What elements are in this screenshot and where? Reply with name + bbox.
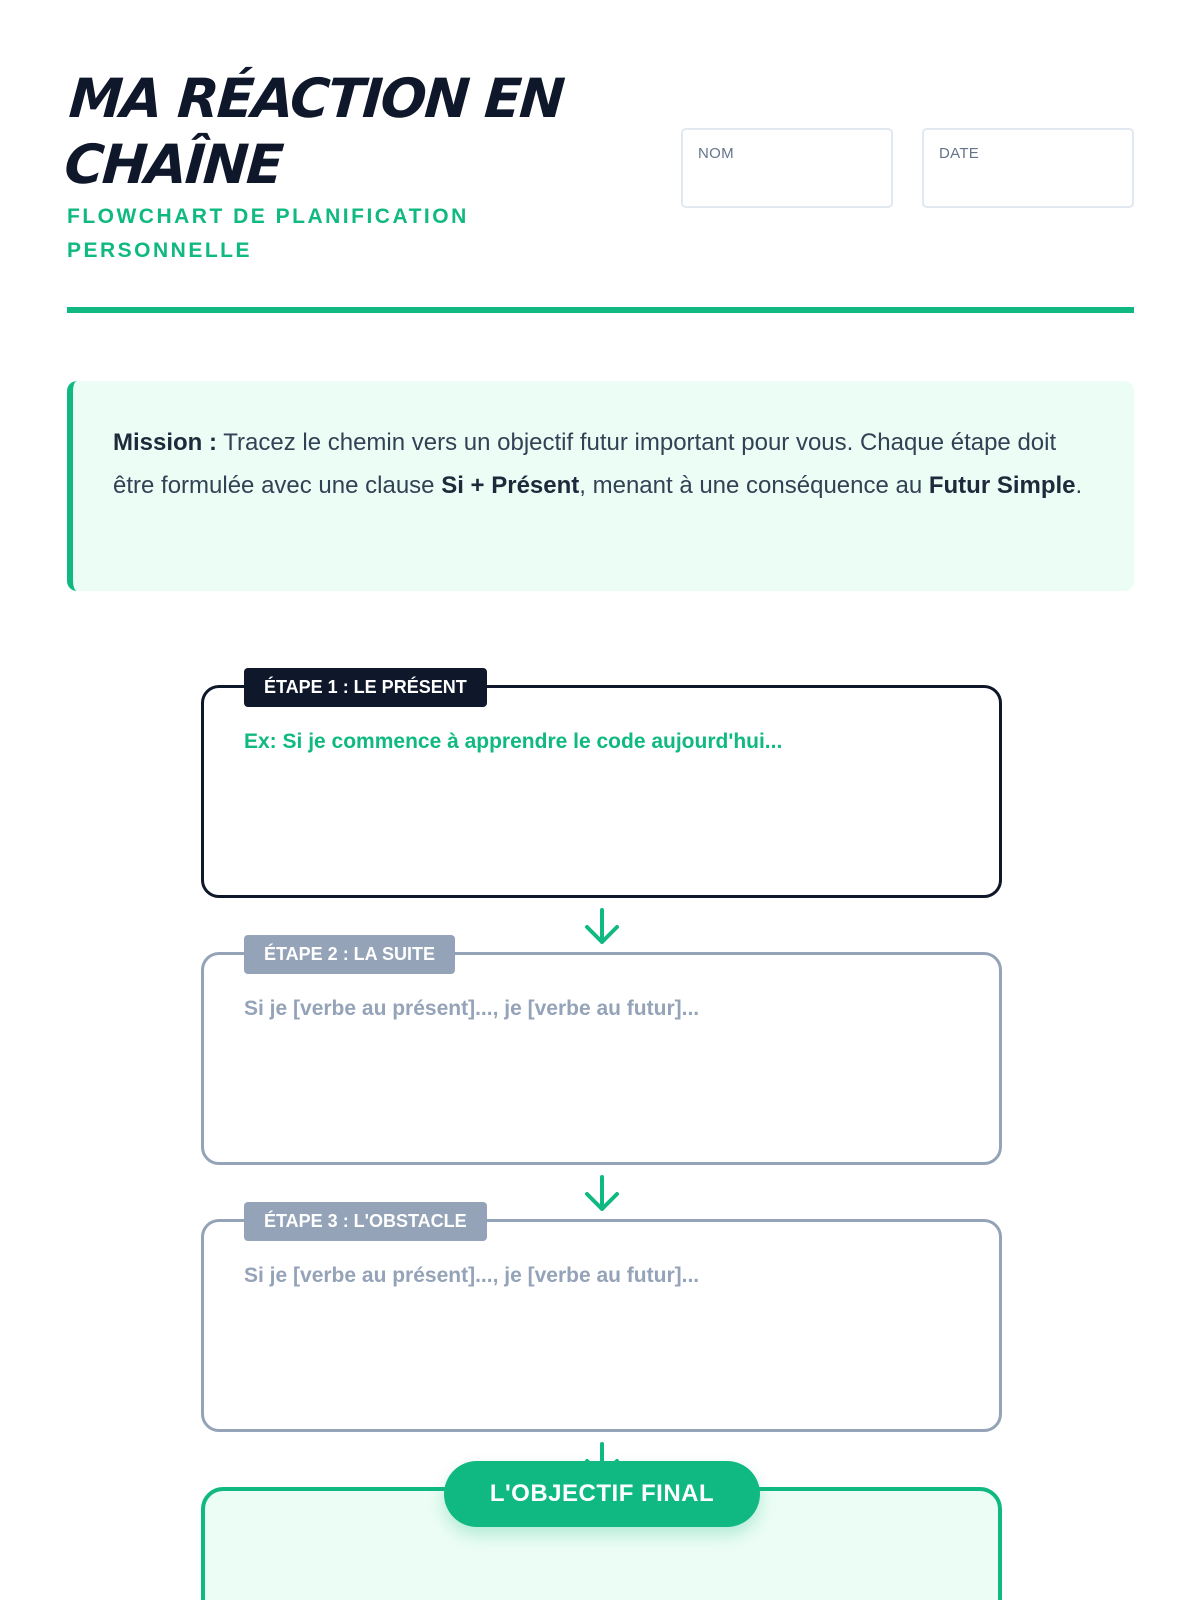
final-objective-label: L'OBJECTIF FINAL — [444, 1461, 760, 1527]
mission-text-part-2: , menant à une conséquence au — [579, 472, 929, 499]
mission-text — [113, 421, 1094, 507]
arrow-down-icon — [584, 908, 620, 946]
step-3-box[interactable] — [201, 1211, 1002, 1432]
step-3-label: ÉTAPE 3 : L'OBSTACLE — [244, 1202, 487, 1241]
step-2-placeholder-text: Si je [verbe au présent]..., je [verbe au futur]... — [244, 997, 700, 1020]
mission-bold-futur-simple: Futur Simple — [928, 472, 1076, 499]
mission-text-part-3: . — [1075, 472, 1083, 499]
name-field[interactable] — [681, 128, 893, 208]
title-line-1: MA RÉACTION EN — [67, 67, 566, 130]
subtitle-line-2: PERSONNELLE — [67, 239, 253, 262]
mission-bold-si-present: Si + Présent — [441, 472, 580, 499]
mission-lead: Mission : — [113, 429, 218, 456]
date-field-label: DATE — [939, 145, 980, 162]
date-field[interactable] — [922, 128, 1134, 208]
page-title — [62, 66, 671, 198]
page-subtitle — [67, 200, 527, 268]
header-divider — [67, 307, 1134, 313]
subtitle-line-1: FLOWCHART DE PLANIFICATION — [67, 205, 469, 228]
title-line-2: CHAÎNE — [62, 133, 284, 196]
step-2-box[interactable] — [201, 944, 1002, 1165]
arrow-down-icon — [584, 1175, 620, 1213]
mission-text-part-1: Tracez le chemin vers un objectif futur important pour vous. Chaque étape doit être formulée avec une clause — [113, 429, 1057, 499]
step-1-label: ÉTAPE 1 : LE PRÉSENT — [244, 668, 487, 707]
step-1-box[interactable] — [201, 677, 1002, 898]
mission-box — [67, 381, 1134, 591]
name-field-label: NOM — [698, 145, 734, 162]
step-1-example-text: Ex: Si je commence à apprendre le code aujourd'hui... — [244, 730, 783, 753]
step-3-placeholder-text: Si je [verbe au présent]..., je [verbe au futur]... — [244, 1264, 700, 1287]
step-2-label: ÉTAPE 2 : LA SUITE — [244, 935, 455, 974]
